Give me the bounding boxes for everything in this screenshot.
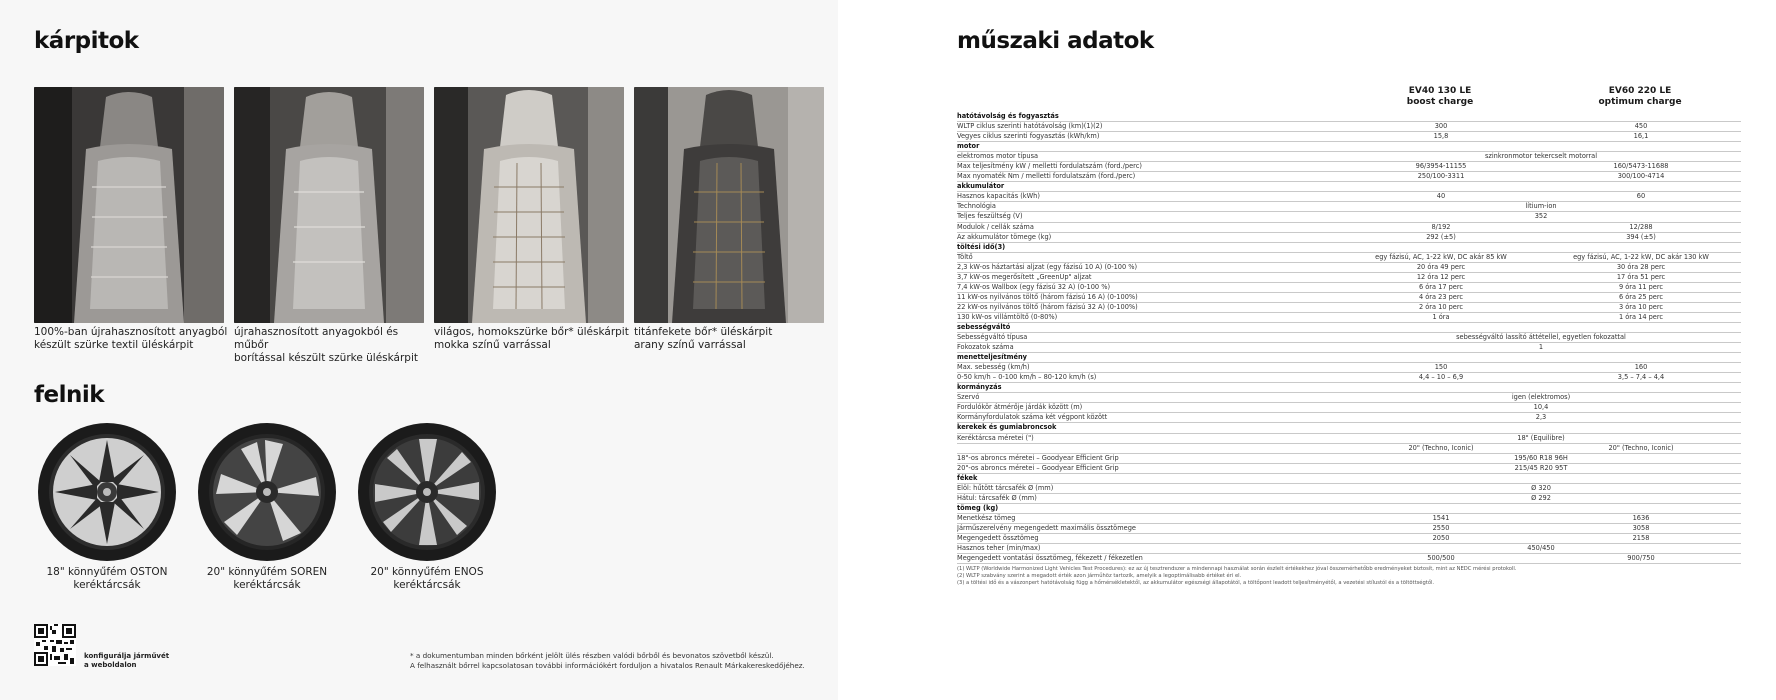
spec-label: Hátul: tárcsafék Ø (mm) (957, 493, 1341, 503)
spec-label: Sebességváltó típusa (957, 333, 1341, 343)
footnote-line: A felhasznált bőrrel kapcsolatosan további információkért forduljon a hivatalos Renault Márkakereskedőjéhez. (410, 661, 805, 670)
wheel-caption-line: 20" könnyűfém SOREN (206, 566, 328, 578)
spec-label: 2,3 kW-os háztartási aljzat (egy fázisú 10 A) (0-100 %) (957, 262, 1341, 272)
spec-value-ev60: 3,5 – 7,4 – 4,4 (1541, 373, 1741, 383)
wheel-image-soren (197, 422, 337, 562)
column-header-ev60 (1560, 86, 1720, 108)
seat-caption-line: borítással készült szürke üléskárpit (234, 352, 418, 364)
spec-category-row (957, 112, 1741, 122)
spec-value-ev40: 2050 (1341, 533, 1541, 543)
spec-label: Hasznos teher (min/max) (957, 544, 1341, 554)
spec-value-ev40: 292 (±5) (1341, 232, 1541, 242)
spec-category-label: kerekek és gumiabroncsok (957, 423, 1741, 433)
spec-value-both: Ø 320 (1341, 483, 1741, 493)
column-header-line: boost charge (1406, 97, 1474, 107)
wheel-caption-oston (27, 566, 187, 592)
spec-label: Fordulókör átmérője járdák között (m) (957, 403, 1341, 413)
spec-value-ev60: 20" (Techno, Iconic) (1541, 443, 1741, 453)
spec-value-ev60: egy fázisú, AC, 1-22 kW, DC akár 130 kW (1541, 252, 1741, 262)
spec-label: 0-50 km/h – 0-100 km/h – 80-120 km/h (s) (957, 373, 1341, 383)
spec-value-ev40: 12 óra 12 perc (1341, 272, 1541, 282)
qr-caption (84, 652, 169, 670)
specs-table (957, 112, 1741, 564)
spec-row (957, 493, 1741, 503)
spec-value-both: szinkronmotor tekercselt motorral (1341, 152, 1741, 162)
spec-value-both: 195/60 R18 96H (1341, 453, 1741, 463)
seat-caption-line: újrahasznosított anyagokból és műbőr (234, 326, 399, 351)
spec-value-ev60: 160/5473-11688 (1541, 162, 1741, 172)
spec-value-both: 18" (Equilibre) (1341, 433, 1741, 443)
spec-label: Technológia (957, 202, 1341, 212)
spec-label: 3,7 kW-os megerősített „GreenUp" aljzat (957, 272, 1341, 282)
spec-label: 22 kW-os nyilvános töltő (három fázisú 32 A) (0-100%) (957, 302, 1341, 312)
spec-label: Vegyes ciklus szerinti fogyasztás (kWh/km) (957, 132, 1341, 142)
spec-row (957, 413, 1741, 423)
spec-row (957, 333, 1741, 343)
spec-value-ev60: 900/750 (1541, 554, 1741, 564)
spec-value-ev40: 500/500 (1341, 554, 1541, 564)
spec-label: elektromos motor típusa (957, 152, 1341, 162)
seat-caption-line: arany színű varrással (634, 339, 746, 351)
spec-value-ev40: 8/192 (1341, 222, 1541, 232)
spec-value-ev40: 1 óra (1341, 312, 1541, 322)
spec-value-ev60: 3 óra 10 perc (1541, 302, 1741, 312)
spec-value-ev40: 15,8 (1341, 132, 1541, 142)
spec-category-row (957, 423, 1741, 433)
spec-category-label: motor (957, 142, 1741, 152)
spec-note: (3) a töltési idő és a vászonpert hatótávolság függ a hőmérsékletektől, az akkumulátor egészségi állapotától, a töltőpont leadott teljesítményétől, a vezetési stílustól és a töltöttségtől. (957, 580, 1435, 586)
spec-row (957, 463, 1741, 473)
spec-value-ev60: 300/100-4714 (1541, 172, 1741, 182)
spec-row (957, 212, 1741, 222)
spec-value-ev40: 2 óra 10 perc (1341, 302, 1541, 312)
spec-value-ev60: 394 (±5) (1541, 232, 1741, 242)
seat-caption-4 (634, 326, 830, 352)
spec-label: Szervó (957, 393, 1341, 403)
seat-image-4 (634, 87, 824, 323)
seat-caption-2 (234, 326, 430, 365)
spec-row (957, 302, 1741, 312)
spec-value-both: Ø 292 (1341, 493, 1741, 503)
spec-row (957, 343, 1741, 353)
spec-row (957, 232, 1741, 242)
spec-label: Hasznos kapacitás (kWh) (957, 192, 1341, 202)
wheel-image-enos (357, 422, 497, 562)
spec-row (957, 523, 1741, 533)
wheel-caption-enos (347, 566, 507, 592)
spec-category-label: akkumulátor (957, 182, 1741, 192)
wheel-caption-line: 18" könnyűfém OSTON (46, 566, 168, 578)
wheels-title: felnik (34, 382, 105, 408)
spec-label: Menetkész tömeg (957, 513, 1341, 523)
spec-value-ev40: 250/100-3311 (1341, 172, 1541, 182)
spec-row (957, 132, 1741, 142)
seat-caption-line: 100%-ban újrahasznosított anyagból (34, 326, 228, 338)
spec-label: Töltő (957, 252, 1341, 262)
spec-label: 18"-os abroncs méretei – Goodyear Efficient Grip (957, 453, 1341, 463)
spec-value-both: 1 (1341, 343, 1741, 353)
wheel-caption-line: 20" könnyűfém ENOS (370, 566, 484, 578)
spec-row (957, 202, 1741, 212)
spec-value-ev40: 150 (1341, 363, 1541, 373)
spec-label: Megengedett vontatási össztömeg, fékezett / fékezetlen (957, 554, 1341, 564)
spec-value-both: 2,3 (1341, 413, 1741, 423)
spec-row (957, 172, 1741, 182)
spec-label: Max teljesítmény kW / melletti fordulatszám (ford./perc) (957, 162, 1341, 172)
spec-value-ev60: 1 óra 14 perc (1541, 312, 1741, 322)
seat-image-1 (34, 87, 224, 323)
spec-value-ev60: 30 óra 28 perc (1541, 262, 1741, 272)
spec-value-ev60: 160 (1541, 363, 1741, 373)
spec-category-row (957, 473, 1741, 483)
spec-value-both: 450/450 (1341, 544, 1741, 554)
spec-value-ev60: 12/288 (1541, 222, 1741, 232)
seat-caption-line: titánfekete bőr* üléskárpit (634, 326, 773, 338)
spec-label: Modulok / cellák száma (957, 222, 1341, 232)
spec-label (957, 443, 1341, 453)
spec-row (957, 292, 1741, 302)
seat-caption-line: mokka színű varrással (434, 339, 551, 351)
spec-label: Fokozatok száma (957, 343, 1341, 353)
spec-label: Megengedett össztömeg (957, 533, 1341, 543)
spec-label: Max nyomaték Nm / melletti fordulatszám (ford./perc) (957, 172, 1341, 182)
spec-value-ev40: 6 óra 17 perc (1341, 282, 1541, 292)
spec-category-label: menetteljesítmény (957, 353, 1741, 363)
wheel-caption-soren (187, 566, 347, 592)
wheel-caption-line: keréktárcsák (393, 579, 461, 591)
spec-category-label: tömeg (kg) (957, 503, 1741, 513)
spec-row (957, 433, 1741, 443)
seat-caption-1 (34, 326, 230, 352)
spec-value-ev40: 40 (1341, 192, 1541, 202)
spec-value-ev60: 1636 (1541, 513, 1741, 523)
spec-category-row (957, 353, 1741, 363)
spec-row (957, 513, 1741, 523)
spec-label: Elöl: hűtött tárcsafék Ø (mm) (957, 483, 1341, 493)
qr-caption-line: konfigurálja járművét (84, 652, 170, 660)
spec-category-row (957, 503, 1741, 513)
spec-value-ev60: 9 óra 11 perc (1541, 282, 1741, 292)
spec-row (957, 533, 1741, 543)
column-header-ev40 (1360, 86, 1520, 108)
spec-row (957, 453, 1741, 463)
spec-value-both: igen (elektromos) (1341, 393, 1741, 403)
seat-caption-line: készült szürke textil üléskárpit (34, 339, 194, 351)
seat-caption-3 (434, 326, 630, 352)
spec-row (957, 282, 1741, 292)
spec-row (957, 363, 1741, 373)
spec-category-row (957, 142, 1741, 152)
spec-value-ev40: 4,4 – 10 – 6,9 (1341, 373, 1541, 383)
left-page (0, 0, 838, 700)
spec-value-ev40: 4 óra 23 perc (1341, 292, 1541, 302)
spec-value-ev60: 60 (1541, 192, 1741, 202)
spec-category-label: sebességváltó (957, 322, 1741, 332)
spec-label: Keréktárcsa méretei (") (957, 433, 1341, 443)
spec-category-row (957, 383, 1741, 393)
spec-row (957, 222, 1741, 232)
spec-row (957, 554, 1741, 564)
qr-caption-line: a weboldalon (84, 661, 137, 669)
spec-value-ev40: 300 (1341, 122, 1541, 132)
spec-row (957, 393, 1741, 403)
spec-value-ev60: 17 óra 51 perc (1541, 272, 1741, 282)
spec-row (957, 443, 1741, 453)
spec-category-label: hatótávolság és fogyasztás (957, 112, 1741, 122)
spec-label: Teljes feszültség (V) (957, 212, 1341, 222)
spec-row (957, 272, 1741, 282)
spec-category-label: töltési idő(3) (957, 242, 1741, 252)
seat-image-2 (234, 87, 424, 323)
spec-label: Az akkumulátor tömege (kg) (957, 232, 1341, 242)
spec-row (957, 162, 1741, 172)
spec-label: 11 kW-os nyilvános töltő (három fázisú 16 A) (0-100%) (957, 292, 1341, 302)
upholstery-title: kárpitok (34, 28, 139, 54)
spec-label: Max. sebesség (km/h) (957, 363, 1341, 373)
column-header-line: optimum charge (1598, 97, 1682, 107)
spec-note: (1) WLTP (Worldwide Harmonized Light Vehicles Test Procedures): ez az új tesztrendszer a mindennapi használat során észlelt értékekhez jóval összemérhetőbb eredményeket biztosít, mint az NEDC mérési protokoll. (957, 566, 1517, 572)
spec-row (957, 483, 1741, 493)
spec-value-ev60: 6 óra 25 perc (1541, 292, 1741, 302)
spec-value-both: 10,4 (1341, 403, 1741, 413)
spec-value-ev40: 20 óra 49 perc (1341, 262, 1541, 272)
spec-label: Járműszerelvény megengedett maximális össztömege (957, 523, 1341, 533)
spec-value-ev60: 450 (1541, 122, 1741, 132)
spec-value-ev40: 2550 (1341, 523, 1541, 533)
spec-category-row (957, 322, 1741, 332)
spec-value-both: 215/45 R20 95T (1341, 463, 1741, 473)
column-header-line: EV60 220 LE (1608, 86, 1672, 96)
wheel-caption-line: keréktárcsák (233, 579, 301, 591)
spec-row (957, 122, 1741, 132)
seat-caption-line: világos, homokszürke bőr* üléskárpit (434, 326, 629, 338)
spec-row (957, 373, 1741, 383)
spec-row (957, 152, 1741, 162)
spec-value-ev40: 20" (Techno, Iconic) (1341, 443, 1541, 453)
spec-row (957, 262, 1741, 272)
spec-label: 20"-os abroncs méretei – Goodyear Efficient Grip (957, 463, 1341, 473)
spec-value-ev40: 96/3954-11155 (1341, 162, 1541, 172)
seat-image-3 (434, 87, 624, 323)
spec-row (957, 252, 1741, 262)
leather-footnote (410, 651, 805, 671)
spec-value-ev60: 3058 (1541, 523, 1741, 533)
spec-note: (2) WLTP szabvány szerint a megadott érték azon járműhöz tartozik, amelyik a legoptimálisabb értéket éri el. (957, 573, 1242, 579)
wheel-image-oston (37, 422, 177, 562)
spec-value-ev40: 1541 (1341, 513, 1541, 523)
footnote-line: * a dokumentumban minden bőrként jelölt ülés részben valódi bőrből és bevonatos szövetből készül. (410, 651, 774, 660)
spec-value-ev40: egy fázisú, AC, 1-22 kW, DC akár 85 kW (1341, 252, 1541, 262)
spec-value-ev60: 16,1 (1541, 132, 1741, 142)
spec-label: WLTP ciklus szerinti hatótávolság (km)(1)(2) (957, 122, 1341, 132)
spec-label: 130 kW-os villámtöltő (0-80%) (957, 312, 1341, 322)
spec-label: Kormányfordulatok száma két végpont között (957, 413, 1341, 423)
spec-value-both: sebességváltó lassító áttétellel, egyetlen fokozattal (1341, 333, 1741, 343)
spec-row (957, 544, 1741, 554)
specs-title: műszaki adatok (957, 28, 1154, 54)
column-header-line: EV40 130 LE (1408, 86, 1472, 96)
wheel-caption-line: keréktárcsák (73, 579, 141, 591)
spec-value-ev60: 2158 (1541, 533, 1741, 543)
spec-row (957, 192, 1741, 202)
spec-value-both: lítium-ion (1341, 202, 1741, 212)
spec-category-label: kormányzás (957, 383, 1741, 393)
spec-category-row (957, 242, 1741, 252)
specs-notes (957, 566, 1741, 587)
spec-value-both: 352 (1341, 212, 1741, 222)
spec-row (957, 312, 1741, 322)
spec-category-label: fékek (957, 473, 1741, 483)
qr-code[interactable] (34, 624, 76, 666)
spec-label: 7,4 kW-os Wallbox (egy fázisú 32 A) (0-100 %) (957, 282, 1341, 292)
spec-category-row (957, 182, 1741, 192)
spec-row (957, 403, 1741, 413)
